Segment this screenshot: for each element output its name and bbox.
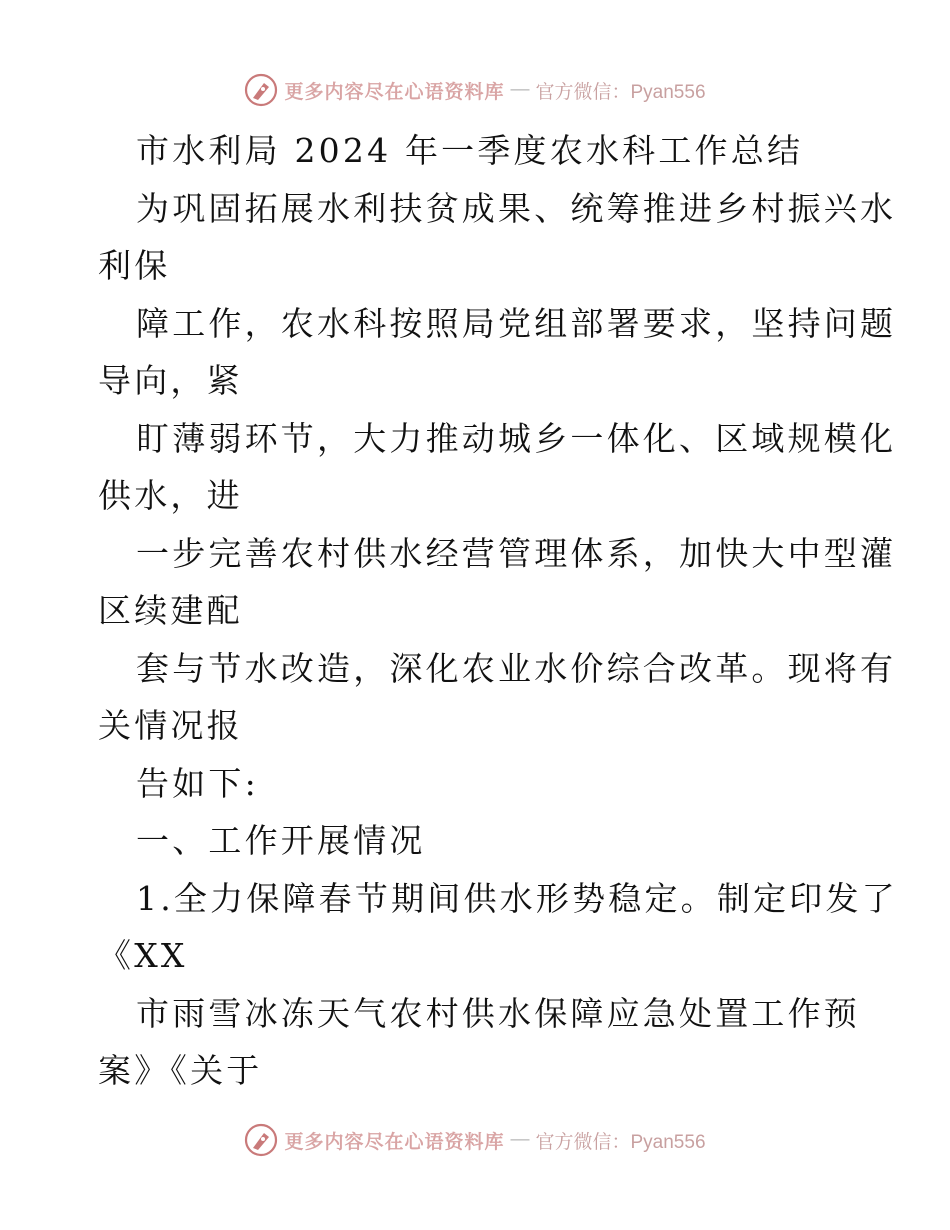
paragraph-line: 障工作，农水科按照局党组部署要求，坚持问题	[136, 303, 897, 343]
paragraph-line: 告如下:	[136, 763, 259, 803]
watermark-separator: —	[510, 79, 530, 100]
paragraph-line: 一步完善农村供水经营管理体系，加快大中型灌	[136, 533, 897, 573]
document-title: 市水利局 2024 年一季度农水科工作总结	[136, 131, 804, 170]
paragraph-line: 《XX	[98, 936, 188, 975]
paragraph-line: 套与节水改造，深化农业水价综合改革。现将有	[136, 648, 897, 688]
document-body	[98, 122, 898, 1100]
watermark-separator: —	[510, 1129, 530, 1150]
paragraph-line: 案》《关于	[98, 1051, 263, 1090]
paragraph-line: 关情况报	[98, 706, 243, 745]
watermark-slogan: 更多内容尽在心语资料库	[284, 80, 505, 103]
watermark-contact: 官方微信：Pyan556	[535, 1131, 706, 1153]
paragraph-line: 利保	[98, 246, 171, 285]
footer-watermark	[0, 1120, 950, 1160]
section-heading: 一、工作开展情况	[136, 821, 426, 860]
paragraph-line: 盯薄弱环节，大力推动城乡一体化、区域规模化	[136, 418, 897, 458]
paragraph-line: 供水，进	[98, 476, 243, 515]
paragraph-line: 为巩固拓展水利扶贫成果、统筹推进乡村振兴水	[136, 188, 897, 228]
paragraph-line: 导向，紧	[98, 361, 243, 400]
pen-nib-logo-icon	[244, 1123, 278, 1157]
watermark-contact: 官方微信：Pyan556	[535, 81, 706, 103]
header-watermark	[0, 70, 950, 110]
watermark-slogan: 更多内容尽在心语资料库	[284, 1130, 505, 1153]
paragraph-line: 1.全力保障春节期间供水形势稳定。制定印发了	[136, 878, 898, 918]
pen-nib-logo-icon	[244, 73, 278, 107]
paragraph-line: 市雨雪冰冻天气农村供水保障应急处置工作预	[136, 993, 860, 1033]
paragraph-line: 区续建配	[98, 591, 243, 630]
